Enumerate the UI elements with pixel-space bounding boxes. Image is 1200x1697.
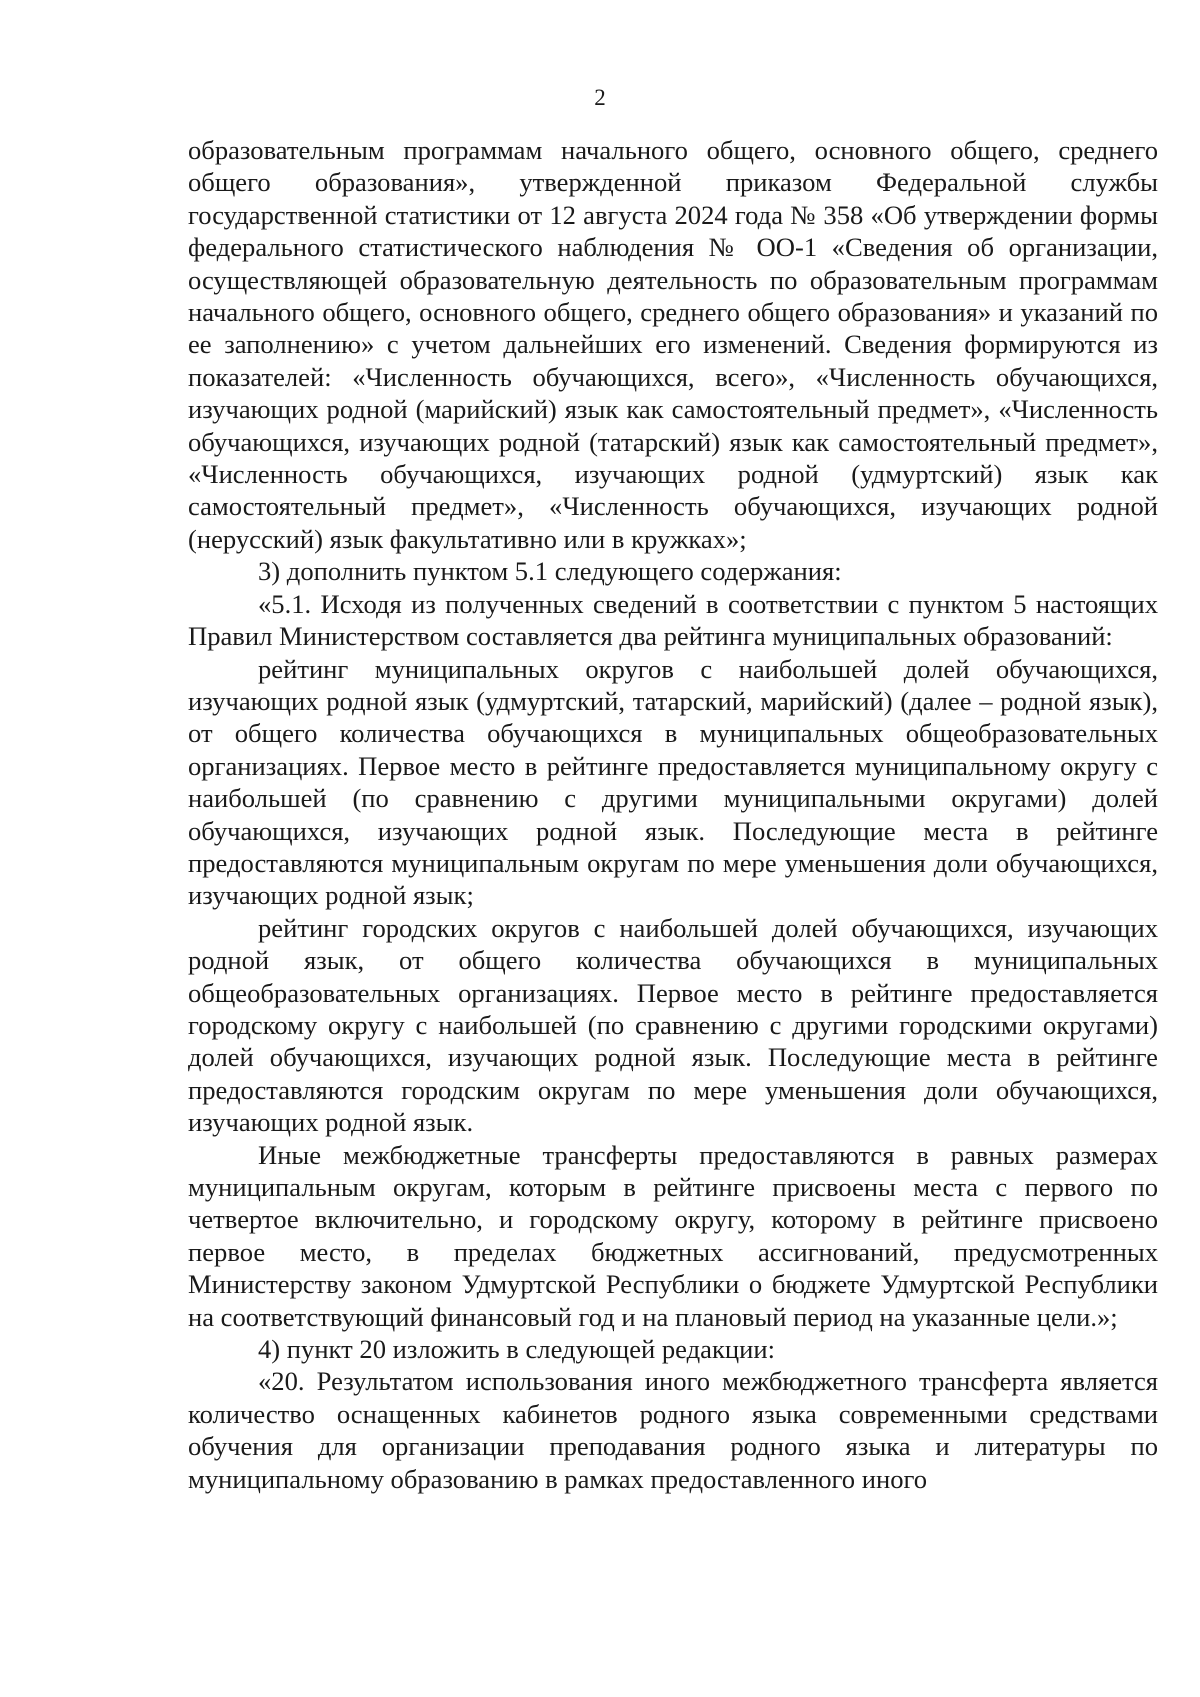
paragraph-continuation: образовательным программам начального общего, основного общего, среднего общего образования», утвержденной приказом Федеральной службы государственной статистики от 12 августа 2024 года № 358 «Об утверждении формы федерального статистического наблюдения № ОО-1 «Сведения об организации, осуществляющей образовательную деятельность по образовательным программам начального общего, основного общего, среднего общего образования» и указаний по ее заполнению» с учетом дальнейших его изменений. Сведения формируются из показателей: «Численность обучающихся, всего», «Численность обучающихся, изучающих родной (марийский) язык как самостоятельный предмет», «Численность обучающихся, изучающих родной (татарский) язык как самостоятельный предмет», «Численность обучающихся, изучающих родной (удмуртский) язык как самостоятельный предмет», «Численность обучающихся, изучающих родной (нерусский) язык факультативно или в кружках»; — [188, 135, 1158, 554]
paragraph-clause-20: «20. Результатом использования иного межбюджетного трансферта является количество оснащенных кабинетов родного языка современными средствами обучения для организации преподавания родного языка и литературы по муниципальному образованию в рамках предоставленного иного — [188, 1366, 1158, 1494]
paragraph-item-3: 3) дополнить пунктом 5.1 следующего содержания: — [258, 556, 842, 587]
paragraph-city-rating: рейтинг городских округов с наибольшей долей обучающихся, изучающих родной язык, от общего количества обучающихся в муниципальных общеобразовательных организациях. Первое место в рейтинге предоставляется городскому округу с наибольшей (по сравнению с другими городскими округами) долей обучающихся, изучающих родной язык. Последующие места в рейтинге предоставляются городским округам по мере уменьшения доли обучающихся, изучающих родной язык. — [188, 912, 1158, 1138]
paragraph-clause-5-1: «5.1. Исходя из полученных сведений в соответствии с пунктом 5 настоящих Правил Министерством составляется два рейтинга муниципальных образований: — [188, 588, 1158, 652]
document-body — [188, 134, 1158, 1495]
paragraph-item-4: 4) пункт 20 изложить в следующей редакции: — [258, 1334, 775, 1365]
paragraph-municipal-rating: рейтинг муниципальных округов с наибольшей долей обучающихся, изучающих родной язык (удмуртский, татарский, марийский) (далее – родной язык), от общего количества обучающихся в муниципальных общеобразовательных организациях. Первое место в рейтинге предоставляется муниципальному округу с наибольшей (по сравнению с другими муниципальными округами) долей обучающихся, изучающих родной язык. Последующие места в рейтинге предоставляются муниципальным округам по мере уменьшения доли обучающихся, изучающих родной язык; — [188, 653, 1158, 911]
paragraph-transfers: Иные межбюджетные трансферты предоставляются в равных размерах муниципальным округам, которым в рейтинге присвоены места с первого по четвертое включительно, и городскому округу, которому в рейтинге присвоено первое место, в пределах бюджетных ассигнований, предусмотренных Министерству законом Удмуртской Республики о бюджете Удмуртской Республики на соответствующий финансовый год и на плановый период на указанные цели.»; — [188, 1139, 1158, 1332]
page-number: 2 — [594, 85, 606, 110]
